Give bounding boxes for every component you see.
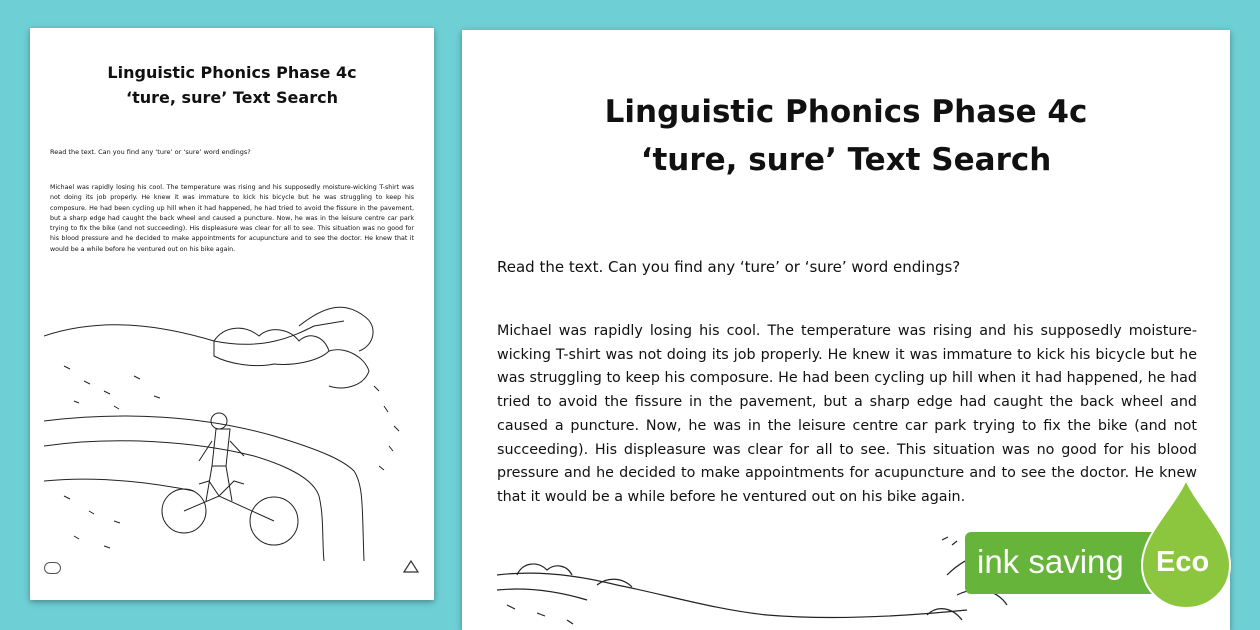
ink-saving-label: ink saving xyxy=(977,543,1124,580)
thumbnail-title xyxy=(30,60,434,110)
thumbnail-body-text: Michael was rapidly losing his cool. The temperature was rising and his supposedly moisture-wicking T-shirt was not doing its job properly. He knew it was immature to kick his bicycle but he was struggling to keep his composure. He had been cycling up hill when it had happened, he had tried to avoid the fissure in the pavement, but a sharp edge had caught the back wheel and caused a puncture. Now, he was in the leisure centre car park trying to fix the bike (and not succeeding). His displeasure was clear for all to see. This situation was no good for his blood pressure and he decided to make appointments for acupuncture and to see the doctor. He knew that it would be a while before he ventured out on his bike again. xyxy=(50,184,414,253)
brand-logo-right xyxy=(402,558,420,576)
cyclist-road-illustration xyxy=(44,296,422,561)
eco-label: Eco xyxy=(1156,546,1210,578)
title-line1: Linguistic Phonics Phase 4c xyxy=(604,94,1088,130)
title-line2: ‘ture, sure’ Text Search xyxy=(640,142,1052,178)
body-text: Michael was rapidly losing his cool. The temperature was rising and his supposedly moisture-wicking T-shirt was not doing its job properly. He knew it was immature to kick his bicycle but he was struggling to keep his composure. He had been cycling up hill when it had happened, he had tried to avoid the fissure in the pavement, but a sharp edge had caught the back wheel and caused a puncture. Now, he was in the leisure centre car park trying to fix the bike (and not succeeding). His displeasure was clear for all to see. This situation was no good for his blood pressure and he decided to make appointments for acupuncture and to see the doctor. He knew that it would be a while before he ventured out on his bike again. xyxy=(497,323,1197,505)
instruction: Read the text. Can you find any ‘ture’ or ‘sure’ word endings? xyxy=(497,258,961,276)
thumbnail-instruction: Read the text. Can you find any ‘ture’ or ‘sure’ word endings? xyxy=(50,148,251,156)
ink-saving-eco-badge xyxy=(965,470,1260,610)
thumbnail-title-line2: ‘ture, sure’ Text Search xyxy=(126,88,338,107)
worksheet-thumbnail[interactable] xyxy=(30,28,434,600)
page-title xyxy=(462,88,1230,184)
thumbnail-title-line1: Linguistic Phonics Phase 4c xyxy=(107,63,357,82)
eco-drop-icon xyxy=(1140,480,1232,610)
brand-logo-left xyxy=(44,562,61,574)
